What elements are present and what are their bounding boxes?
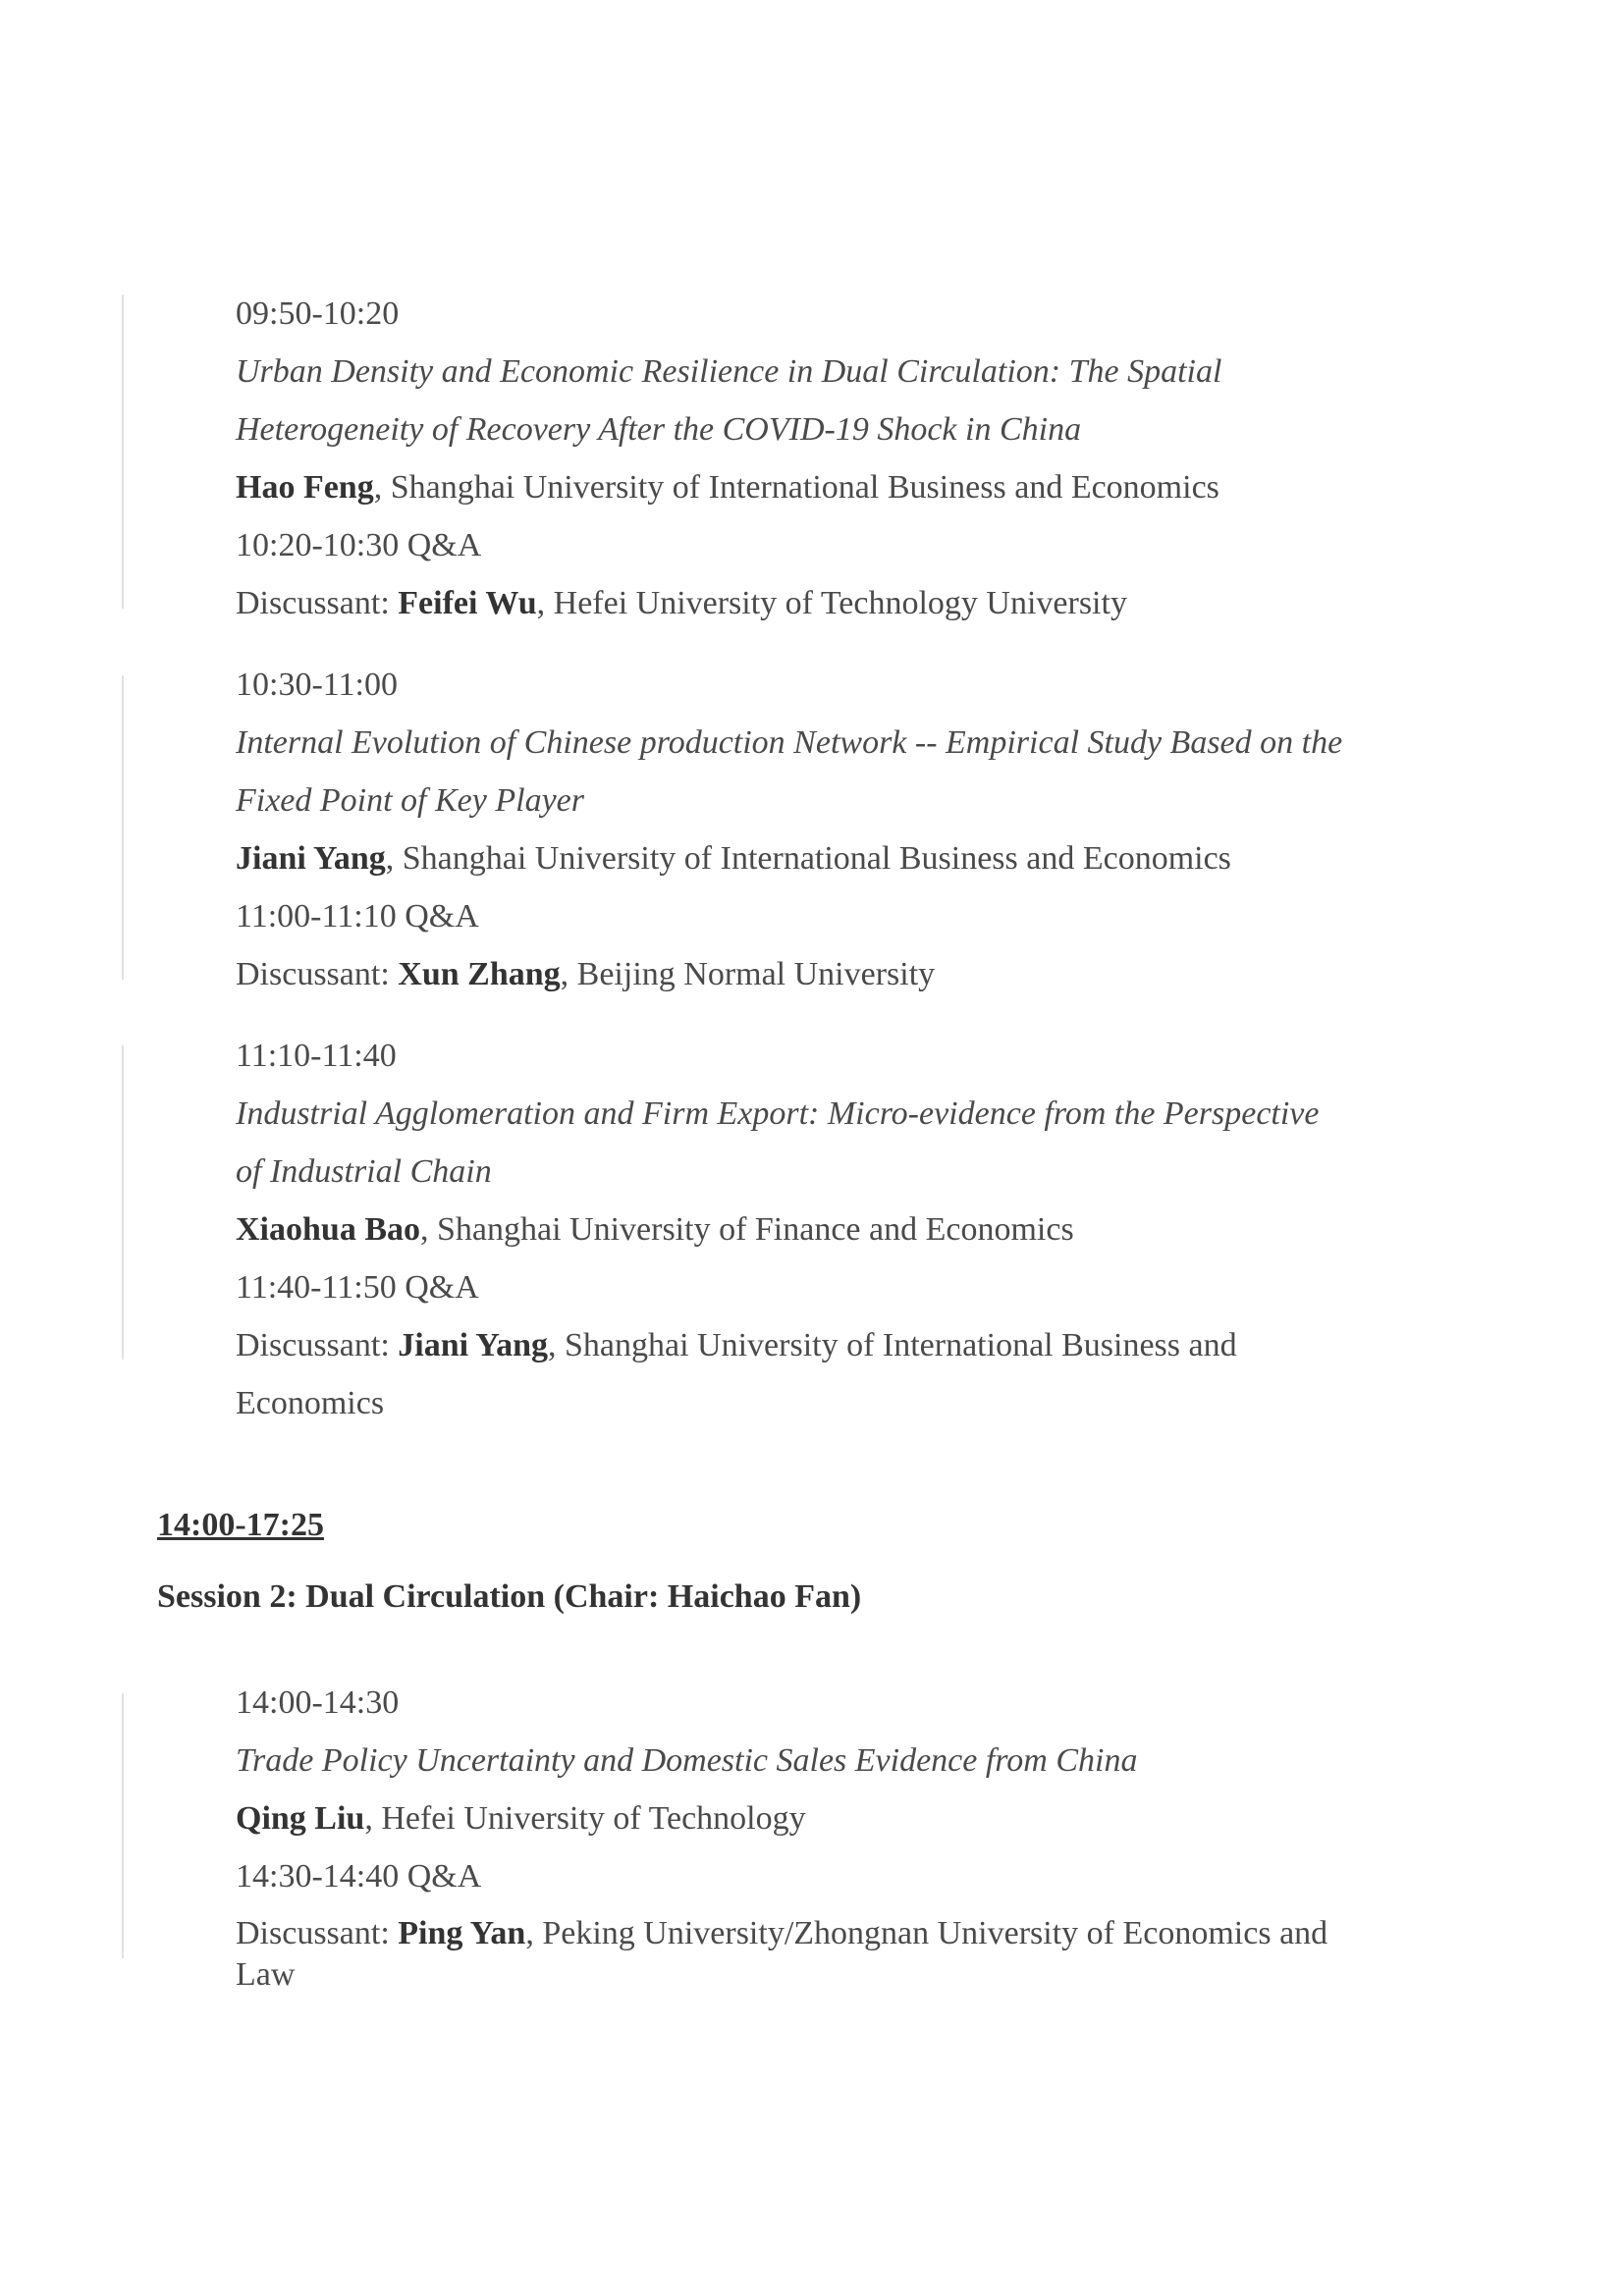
talk-time: 09:50-10:20 [236,295,400,332]
talk-time: 14:00-14:30 [236,1684,400,1721]
speaker-affiliation: , Shanghai University of Finance and Economics [420,1211,1074,1248]
speaker-line [236,1789,1502,1847]
talk-block [236,1027,1502,1432]
talk-time: 11:10-11:40 [236,1038,397,1074]
speaker-line [236,1201,1502,1258]
discussant-prefix: Discussant: [236,1915,399,1951]
qa-time: 11:40-11:50 Q&A [236,1269,479,1306]
talk-title-line: Internal Evolution of Chinese production Network -- Empirical Study Based on the [236,724,1343,761]
talk-title-line: Industrial Agglomeration and Firm Export: Micro-evidence from the Perspective [236,1095,1320,1132]
talk-title-line: Fixed Point of Key Player [236,782,584,819]
talk-title-line: of Industrial Chain [236,1153,492,1190]
discussant-line [236,1913,1502,1954]
discussant-line [236,574,1502,632]
speaker-name: Hao Feng [236,469,374,506]
margin-rule [122,1045,124,1360]
qa-time: 14:30-14:40 Q&A [236,1858,482,1895]
talk-block [236,656,1502,1003]
speaker-line [236,458,1502,516]
discussant-affiliation: , Peking University/Zhongnan University of Economics and [525,1915,1328,1951]
talk-time: 10:30-11:00 [236,667,398,703]
discussant-prefix: Discussant: [236,1327,399,1363]
session-title: Session 2: Dual Circulation (Chair: Haichao Fan) [157,1578,862,1615]
speaker-name: Xiaohua Bao [236,1211,420,1248]
speaker-name: Jiani Yang [236,840,386,877]
session-time: 14:00-17:25 [157,1507,324,1543]
discussant-prefix: Discussant: [236,956,399,992]
discussant-affiliation-continued: Law [236,1956,296,1993]
discussant-prefix: Discussant: [236,585,399,621]
talk-title-line: Urban Density and Economic Resilience in Dual Circulation: The Spatial [236,353,1222,390]
speaker-affiliation: , Hefei University of Technology [364,1800,806,1837]
margin-rule [122,294,124,609]
speaker-line [236,829,1502,887]
speaker-affiliation: , Shanghai University of International Business and Economics [373,469,1219,506]
discussant-affiliation: , Beijing Normal University [560,956,936,992]
talk-block [236,1674,1502,1996]
discussant-name: Xun Zhang [398,956,561,992]
speaker-name: Qing Liu [236,1800,365,1837]
qa-time: 10:20-10:30 Q&A [236,527,482,563]
discussant-name: Jiani Yang [398,1327,549,1363]
discussant-line [236,1316,1502,1374]
margin-rule [122,675,124,980]
discussant-affiliation: , Shanghai University of International Business and [548,1327,1237,1363]
talk-block [236,285,1502,632]
discussant-affiliation-continued: Economics [236,1385,385,1421]
discussant-name: Ping Yan [398,1915,526,1951]
talk-title-line: Heterogeneity of Recovery After the COVID-19 Shock in China [236,411,1082,448]
speaker-affiliation: , Shanghai University of International Business and Economics [385,840,1231,877]
talk-title-line: Trade Policy Uncertainty and Domestic Sales Evidence from China [236,1742,1138,1779]
qa-time: 11:00-11:10 Q&A [236,898,479,934]
discussant-line [236,945,1502,1003]
discussant-name: Feifei Wu [398,585,537,621]
margin-rule [122,1693,124,1958]
discussant-affiliation: , Hefei University of Technology University [536,585,1127,621]
